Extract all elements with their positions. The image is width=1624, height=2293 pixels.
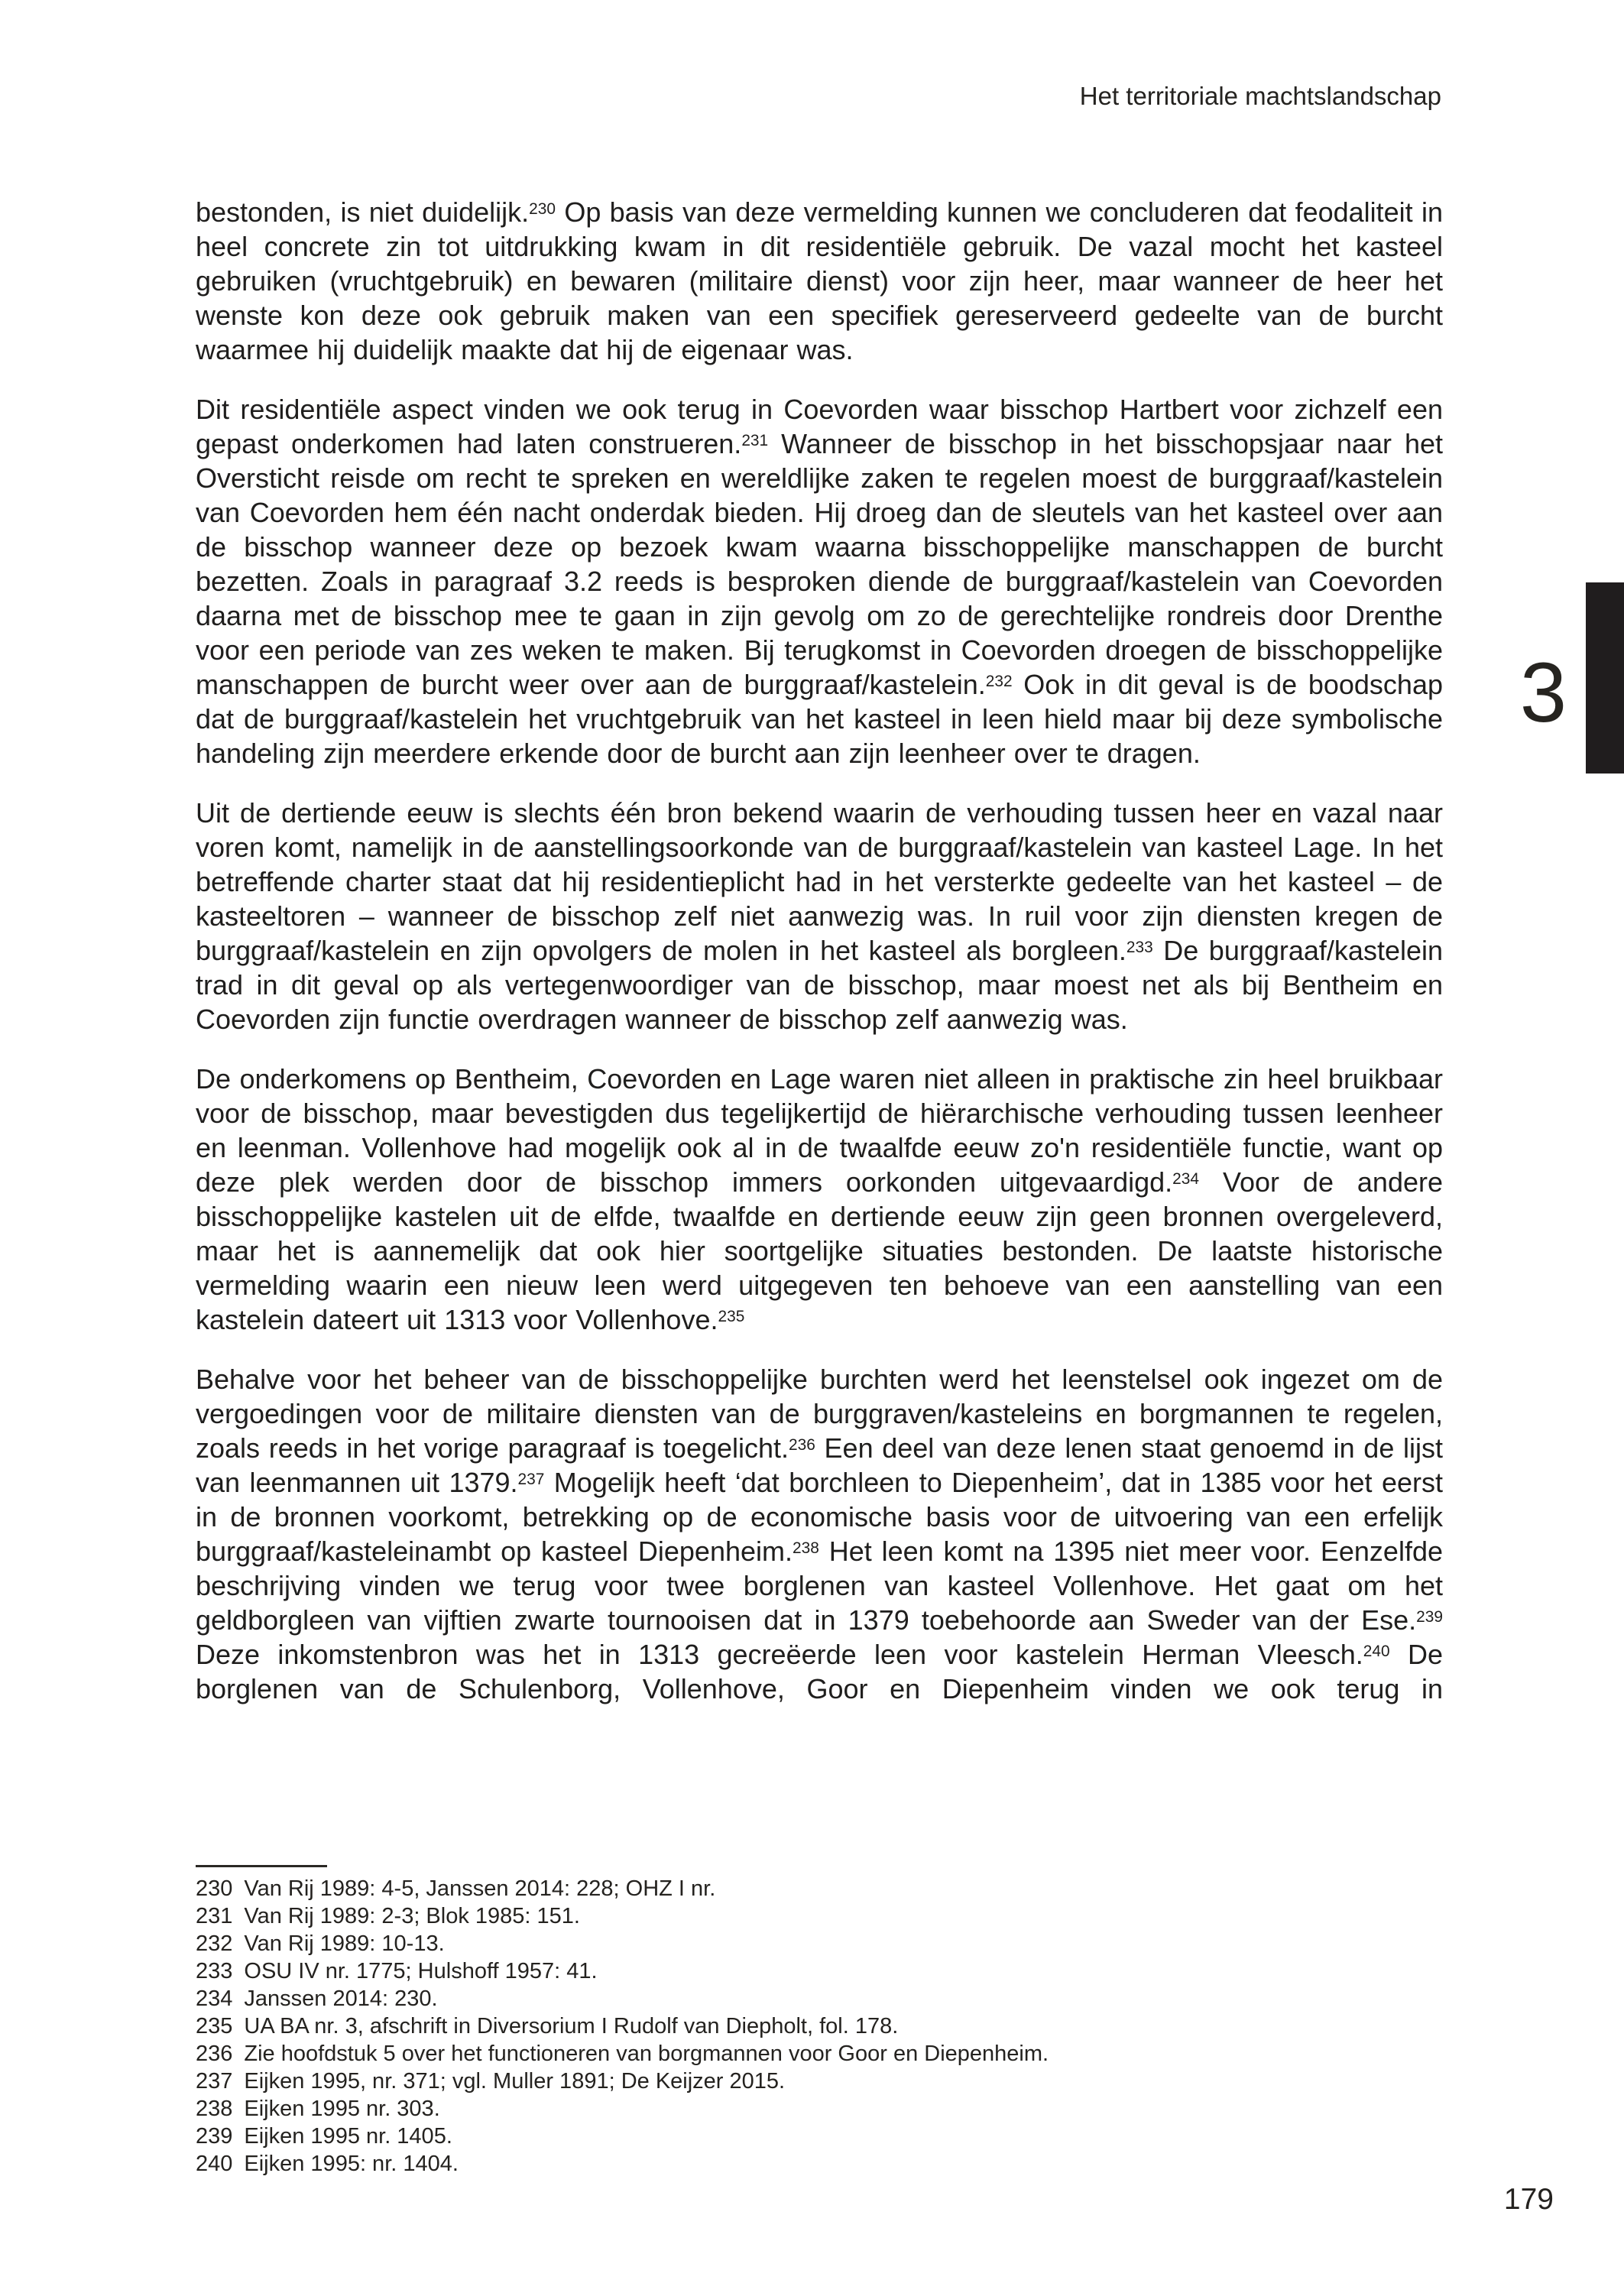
body-paragraph: bestonden, is niet duidelijk.$^{230}$ Op basis van deze vermelding kunnen we concluderen dat feodaliteit in heel concrete zin tot uitdrukking kwam in dit residentiële gebruik. De vazal mocht het kasteel gebruiken (vruchtgebruik) en bewaren (militaire dienst) voor zijn heer, maar wanneer de heer het wenste kon deze ook gebruik maken van een specifiek gereserveerd gedeelte van de burcht waarmee hij duidelijk maakte dat hij de eigenaar was.: [196, 196, 1443, 365]
footnote-number: 237: [196, 2069, 233, 2094]
footnote-number: 230: [196, 1876, 233, 1901]
footnote-ref: 232: [985, 672, 1013, 690]
footnote-ref: 236: [789, 1435, 815, 1454]
body-paragraph: Dit residentiële aspect vinden we ook terug in Coevorden waar bisschop Hartbert voor zichzelf een gepast onderkomen had laten construeren.$^{231}$ Wanneer de bisschop in het bisschopsjaar naar het Oversticht reisde om recht te spreken en wereldlijke zaken te regelen moest de burggraaf/kastelein van Coevorden hem één nacht onderdak bieden. Hij droeg dan de sleutels van het kasteel over aan de bisschop wanneer deze op bezoek kwam waarna bisschoppelijke manschappen de burcht bezetten. Zoals in paragraaf 3.2 reeds is besproken diende de burggraaf/kastelein van Coevorden daarna met de bisschop mee te gaan in zijn gevolg om zo de gerechtelijke rondreis door Drenthe voor een periode van zes weken te maken. Bij terugkomst in Coevorden droegen de bisschoppelijke manschappen de burcht weer over aan de burggraaf/kastelein.$^{232}$ Ook in dit geval is de boodschap dat de burggraaf/kastelein het vruchtgebruik van het kasteel in leen hield maar bij deze symbolische handeling zijn meerdere erkende door de burcht aan zijn leenheer over te dragen.: [196, 394, 1443, 769]
footnote-number: 233: [196, 1959, 233, 1983]
footnote-list: [196, 1875, 1443, 2178]
footnote-item: [196, 1930, 1443, 1957]
footnote-item: [196, 1957, 1443, 1985]
footnote-text: Van Rij 1989: 2-3; Blok 1985: 151.: [244, 1904, 580, 1928]
footnote-number: 232: [196, 1931, 233, 1956]
body-paragraph: De onderkomens op Bentheim, Coevorden en Lage waren niet alleen in praktische zin heel bruikbaar voor de bisschop, maar bevestigden dus tegelijkertijd de hiërarchische verhouding tussen leenheer en leenman. Vollenhove had mogelijk ook al in de twaalfde eeuw zo'n residentiële functie, want op deze plek werden door de bisschop immers oorkonden uitgevaardigd.$^{234}$ Voor de andere bisschoppelijke kastelen uit de elfde, twaalfde en dertiende eeuw zijn geen bronnen overgeleverd, maar het is aannemelijk dat ook hier soortgelijke situaties bestonden. De laatste historische vermelding waarin een nieuw leen werd uitgegeven ten behoeve van een aanstelling van een kastelein dateert uit 1313 voor Vollenhove.$^{235}$: [196, 1063, 1444, 1335]
footnote-number: 239: [196, 2124, 233, 2149]
footnote-text: Eijken 1995 nr. 1405.: [244, 2124, 452, 2149]
footnote-item: [196, 1985, 1443, 2012]
footnote-text: UA BA nr. 3, afschrift in Diversorium I Rudolf van Diepholt, fol. 178.: [244, 2014, 899, 2038]
footnote-text: Zie hoofdstuk 5 over het functioneren van borgmannen voor Goor en Diepenheim.: [244, 2042, 1049, 2066]
chapter-tab-bar: [1586, 582, 1624, 774]
footnote-text: Van Rij 1989: 10-13.: [244, 1931, 445, 1956]
footnote-separator: [196, 1865, 327, 1867]
footnote-item: [196, 2123, 1443, 2150]
footnote-number: 231: [196, 1904, 233, 1928]
footnote-text: OSU IV nr. 1775; Hulshoff 1957: 41.: [244, 1959, 598, 1983]
chapter-number: 3: [1519, 646, 1567, 740]
body-text-column: [196, 195, 1443, 1731]
footnote-text: Eijken 1995: nr. 1404.: [244, 2152, 459, 2176]
footnote-ref: 233: [1126, 938, 1153, 956]
footnote-item: [196, 2040, 1443, 2068]
footnote-item: [196, 1902, 1443, 1930]
footnote-ref: 237: [517, 1470, 545, 1488]
footnote-text: Eijken 1995, nr. 371; vgl. Muller 1891; De Keijzer 2015.: [244, 2069, 786, 2094]
body-paragraph: Behalve voor het beheer van de bisschoppelijke burchten werd het leenstelsel ook ingezet om de vergoedingen voor de militaire diensten van de burggraven/kasteleins en borgmannen te regelen, zoals reeds in het vorige paragraaf is toegelicht.$^{236}$ Een deel van deze lenen staat genoemd in de lijst van leenmannen uit 1379.$^{237}$ Mogelijk heeft ‘dat borchleen to Diepenheim’, dat in 1385 voor het eerst in de bronnen voorkomt, betrekking op de economische basis voor de uitvoering van een erfelijk burggraaf/kasteleinambt op kasteel Diepenheim.$^{238}$ Het leen komt na 1395 niet meer voor. Eenzelfde beschrijving vinden we terug voor twee borglenen van kasteel Vollenhove. Het gaat om het geldborgleen van vijftien zwarte tournooisen dat in 1379 toebehoorde aan Sweder van der Ese.$^{239}$ Deze inkomstenbron was het in 1313 gecreëerde leen voor kastelein Herman Vleesch.$^{240}$ De borglenen van de Schulenborg, Vollenhove, Goor en Diepenheim vinden we ook terug in: [196, 1364, 1443, 1704]
footnote-item: [196, 1875, 1443, 1902]
footnote-item: [196, 2068, 1443, 2095]
footnote-ref: 235: [718, 1307, 745, 1325]
footnote-ref: 230: [529, 199, 556, 218]
footnote-number: 238: [196, 2097, 233, 2121]
footnote-ref: 234: [1172, 1169, 1199, 1188]
footnote-number: 236: [196, 2042, 233, 2066]
body-paragraph: Uit de dertiende eeuw is slechts één bron bekend waarin de verhouding tussen heer en vazal naar voren komt, namelijk in de aanstellingsoorkonde van de burggraaf/kastelein van kasteel Lage. In het betreffende charter staat dat hij residentieplicht had in het versterkte gedeelte van het kasteel – de kasteeltoren – wanneer de bisschop zelf niet aanwezig was. In ruil voor zijn diensten kregen de burggraaf/kastelein en zijn opvolgers de molen in het kasteel als borgleen.$^{233}$ De burggraaf/kastelein trad in dit geval op als vertegenwoordiger van de bisschop, maar moest net als bij Bentheim en Coevorden zijn functie overdragen wanneer de bisschop zelf aanwezig was.: [196, 797, 1444, 1035]
footnote-item: [196, 2150, 1443, 2178]
footnote-block: [196, 1865, 1443, 2178]
footnote-ref: 239: [1416, 1607, 1443, 1626]
footnote-item: [196, 2095, 1443, 2123]
page-number: 179: [1503, 2183, 1554, 2216]
footnote-ref: 231: [741, 431, 769, 449]
footnote-number: 235: [196, 2014, 233, 2038]
footnote-number: 240: [196, 2152, 233, 2176]
footnote-item: [196, 2012, 1443, 2040]
running-header: Het territoriale machtslandschap: [1079, 82, 1441, 110]
footnote-text: Van Rij 1989: 4-5, Janssen 2014: 228; OHZ I nr.: [244, 1876, 716, 1901]
footnote-text: Janssen 2014: 230.: [244, 1987, 438, 2011]
footnote-text: Eijken 1995 nr. 303.: [244, 2097, 440, 2121]
footnote-number: 234: [196, 1987, 233, 2011]
footnote-ref: 238: [793, 1539, 819, 1557]
footnote-ref: 240: [1363, 1642, 1390, 1660]
